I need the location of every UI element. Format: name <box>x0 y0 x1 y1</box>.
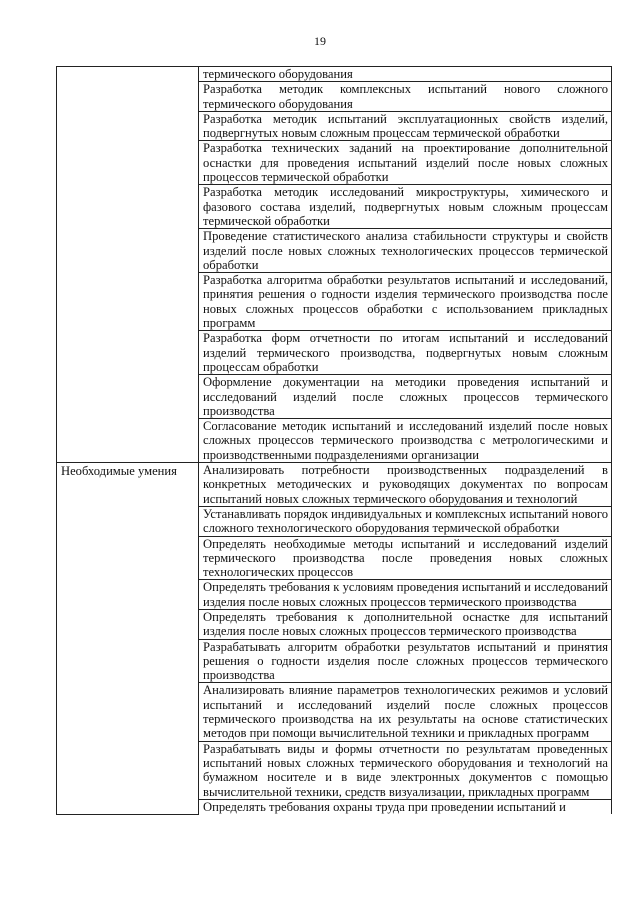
item-text: Согласование методик испытаний и исследований изделий после новых сложных процессов термического производства с метрологическими и производственными подразделениями организации <box>199 419 612 463</box>
item-text: Разработка методик комплексных испытаний нового сложного термического оборудования <box>199 82 612 112</box>
competency-table <box>56 66 612 815</box>
item-text: Анализировать влияние параметров технологических режимов и условий испытаний и исследований изделий после сложных процессов термического производства на их результаты на основе статистических методов при помощи вычислительной техники и прикладных программ <box>199 683 612 741</box>
item-text: Определять требования к условиям проведения испытаний и исследований изделия после новых сложных процессов термического производства <box>199 580 612 610</box>
item-text: Разработка методик исследований микроструктуры, химического и фазового состава изделий, подвергнутых новым сложным процессам термической обработки <box>199 185 612 229</box>
item-text: Определять требования охраны труда при проведении испытаний и <box>199 799 612 814</box>
item-text: Разработка технических заданий на проектирование дополнительной оснастки для проведения испытаний изделий после новых сложных процессов термической обработки <box>199 141 612 185</box>
item-text: Разработка методик испытаний эксплуатационных свойств изделий, подвергнутых новым сложным процессам термической обработки <box>199 111 612 141</box>
section-label: Необходимые умения <box>57 463 199 815</box>
table-row <box>57 67 612 82</box>
item-text: Проведение статистического анализа стабильности структуры и свойств изделий после новых сложных технологических процессов термической обработки <box>199 229 612 273</box>
table-body <box>57 67 612 815</box>
item-text: Разрабатывать виды и формы отчетности по результатам проведенных испытаний новых сложных термического оборудования и технологий на бумажном носителе и в виде электронных документов с помощью вычислительной техники, средств визуализации, прикладных программ <box>199 741 612 799</box>
item-text: Разрабатывать алгоритм обработки результатов испытаний и принятия решения о годности изделия после сложных процессов термического производства <box>199 639 612 683</box>
item-text: Разработка форм отчетности по итогам испытаний и исследований изделий термического производства, подвергнутых новым сложным процессам обработки <box>199 331 612 375</box>
table-row <box>57 463 612 507</box>
item-text: термического оборудования <box>199 67 612 82</box>
section-label <box>57 67 199 463</box>
item-text: Оформление документации на методики проведения испытаний и исследований изделий после сложных процессов термического производства <box>199 375 612 419</box>
page-number: 19 <box>314 34 326 48</box>
item-text: Разработка алгоритма обработки результатов испытаний и исследований, принятия решения о годности изделия термического производства после новых сложных процессов обработки с использованием прикладных программ <box>199 273 612 331</box>
item-text: Определять необходимые методы испытаний и исследований изделий термического производства после проведения новых сложных технологических процессов <box>199 536 612 580</box>
item-text: Определять требования к дополнительной оснастке для испытаний изделия после новых сложных процессов термического производства <box>199 609 612 639</box>
item-text: Анализировать потребности производственных подразделений в конкретных методических и руководящих документах по вопросам испытаний новых сложных термического оборудования и технологий <box>199 463 612 507</box>
item-text: Устанавливать порядок индивидуальных и комплексных испытаний нового сложного технологического оборудования термической обработки <box>199 506 612 536</box>
